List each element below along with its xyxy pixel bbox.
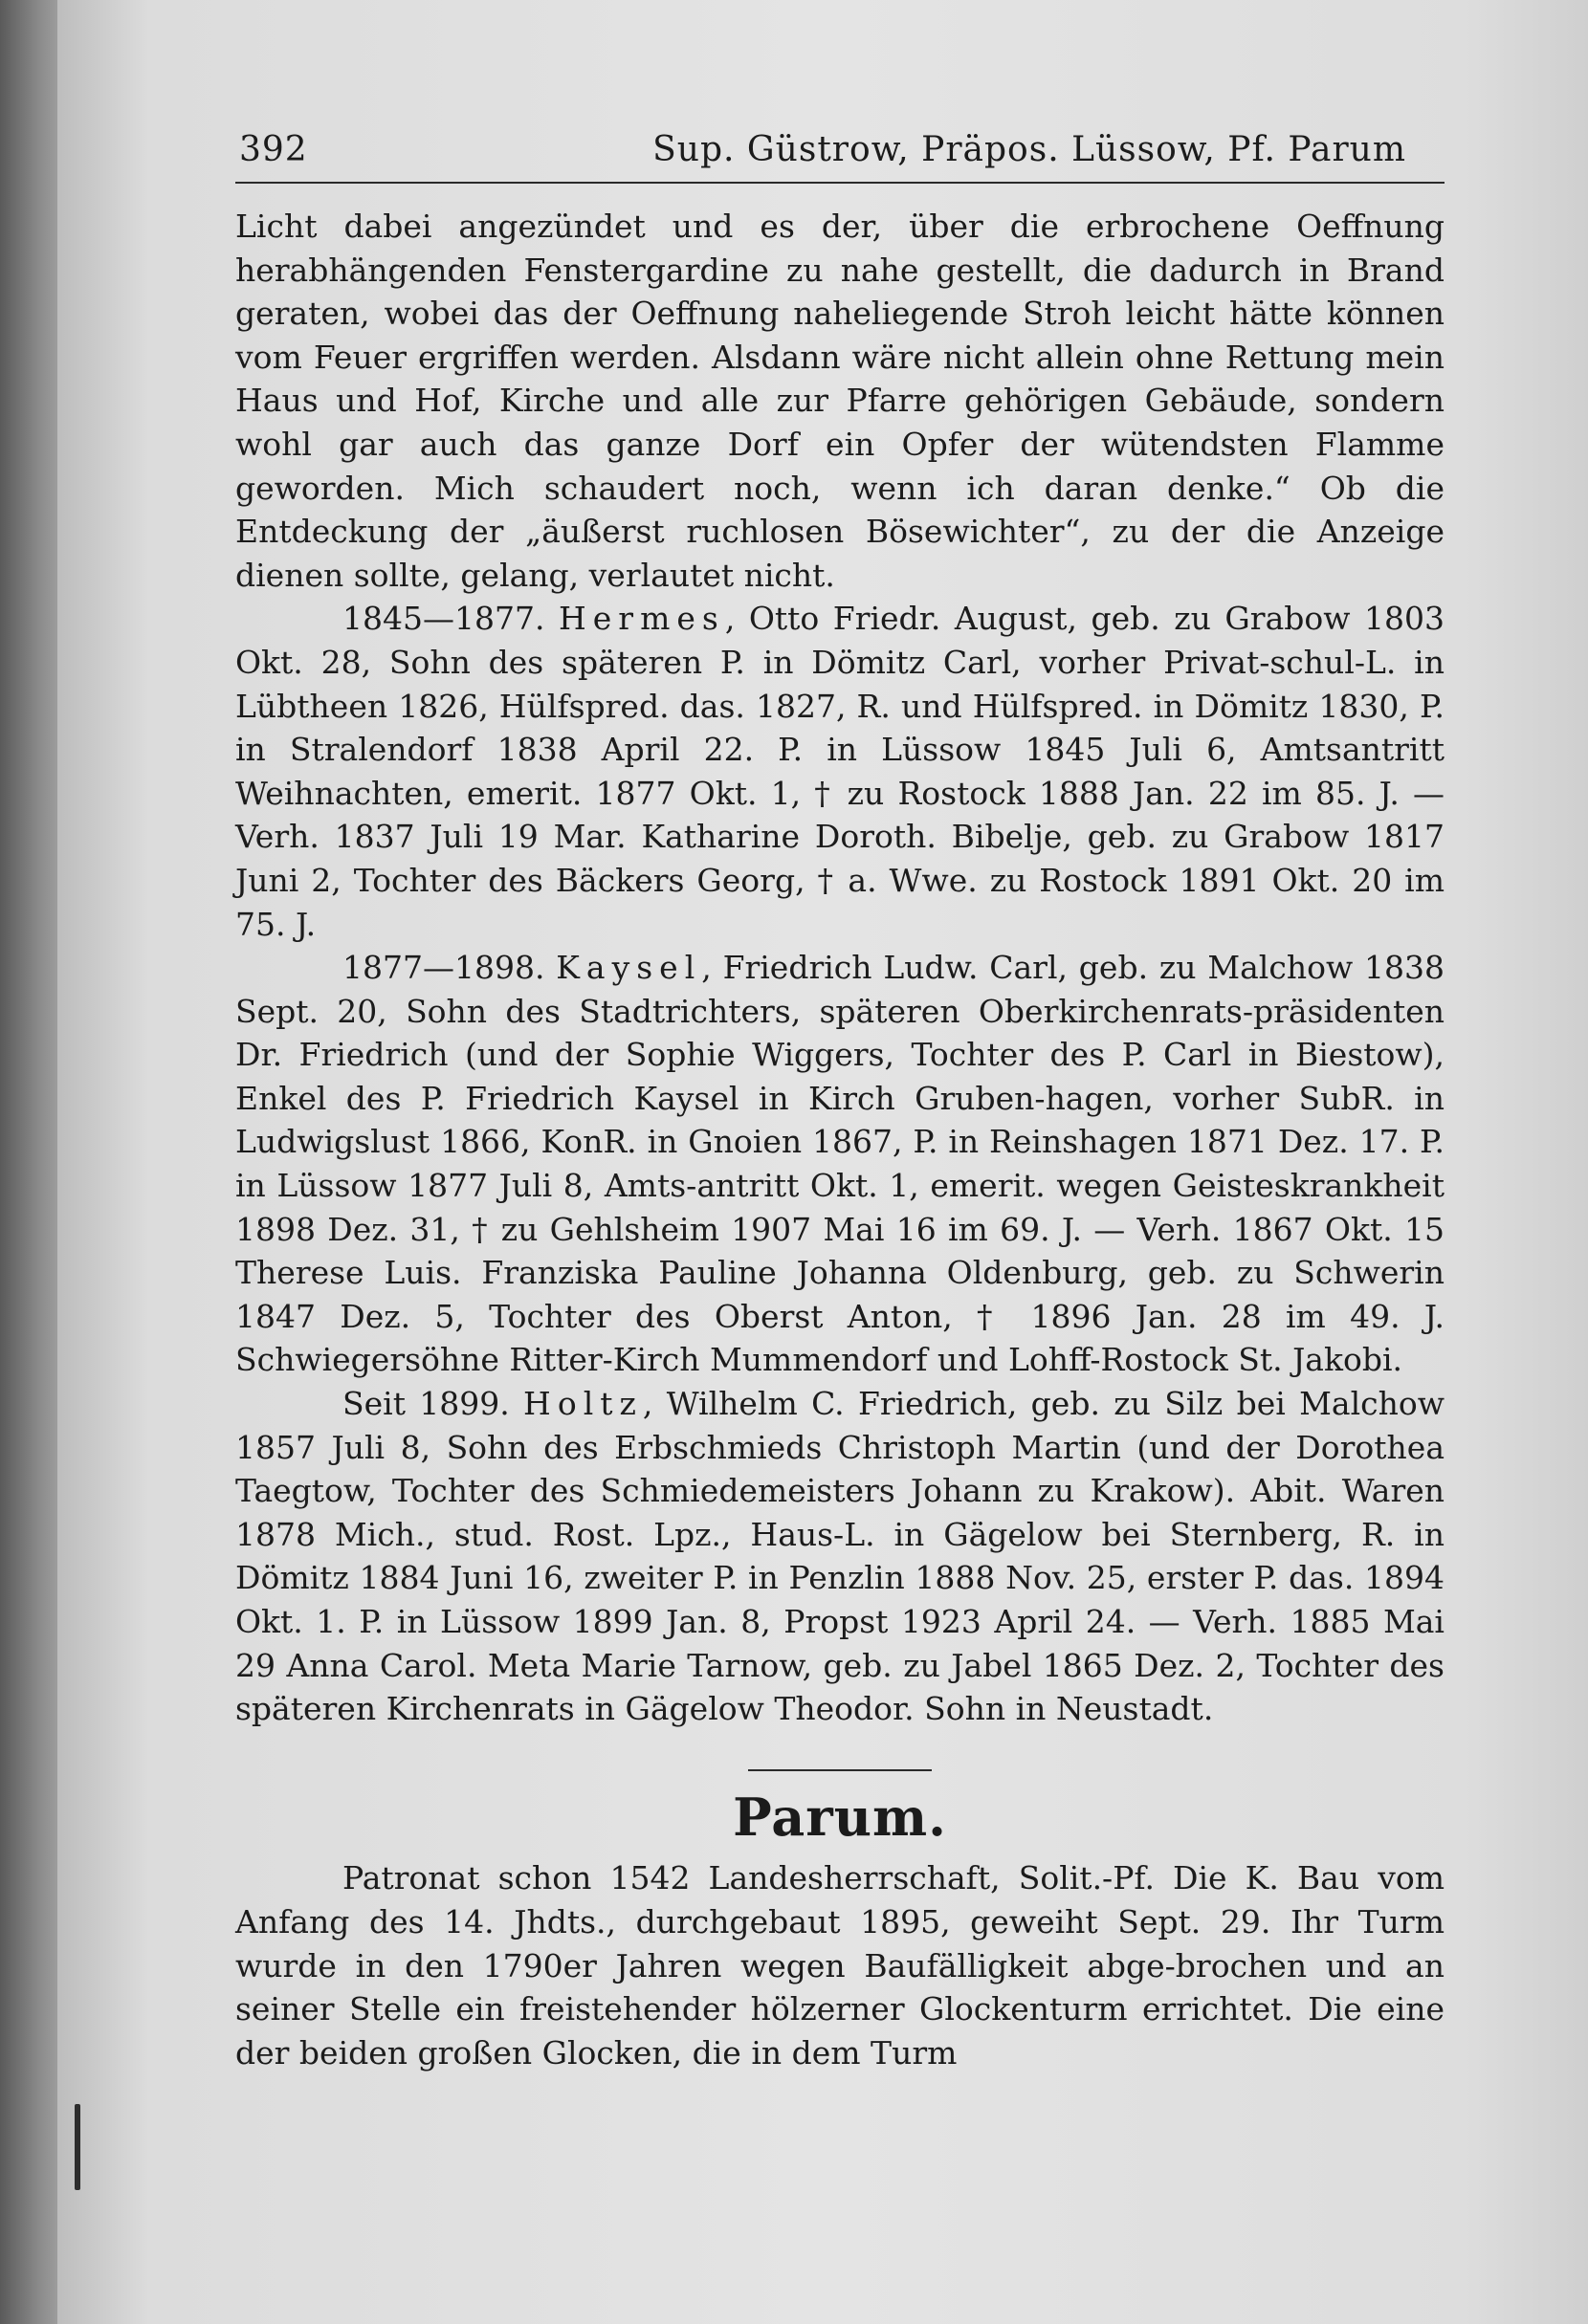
section-separator — [748, 1769, 932, 1771]
entry-kaysel — [235, 946, 1445, 1382]
entry-name: Kaysel — [556, 949, 702, 987]
entry-name: Holtz — [523, 1385, 643, 1423]
page-number: 392 — [239, 130, 308, 169]
section-heading: Parum. — [733, 1786, 947, 1848]
running-title: Sup. Güstrow, Präpos. Lüssow, Pf. Parum — [652, 130, 1406, 169]
entry-years: Seit 1899. — [342, 1385, 510, 1423]
entry-years: 1877—1898. — [342, 949, 545, 987]
page-content — [235, 124, 1445, 2074]
entry-hermes — [235, 597, 1445, 946]
entry-holtz — [235, 1382, 1445, 1731]
entry-name: Hermes — [558, 600, 725, 638]
body-text — [235, 205, 1445, 2074]
paragraph-continuation — [235, 205, 1445, 597]
entry-text: , Friedrich Ludw. Carl, geb. zu Malchow 1838 Sept. 20, Sohn des Stadtrichters, späteren Oberkirchenrats-präsidenten Dr. Friedrich (und der Sophie Wiggers, Tochter des P. Carl in Biestow), Enkel des P. Friedrich Kaysel in Kirch Gruben-hagen, vorher SubR. in Ludwigslust 1866, KonR. in Gnoien 1867, P. in Reinshagen 1871 Dez. 17. P. in Lüssow 1877 Juli 8, Amts-antritt Okt. 1, emerit. wegen Geisteskrankheit 1898 Dez. 31, † zu Gehlsheim 1907 Mai 16 im 69. J. — Verh. 1867 Okt. 15 Therese Luis. Franziska Pauline Johanna Oldenburg, geb. zu Schwerin 1847 Dez. 5, Tochter des Oberst Anton, † 1896 Jan. 28 im 49. J. Schwiegersöhne Ritter-Kirch Mummendorf und Lohff-Rostock St. Jakobi. — [235, 949, 1445, 1379]
binding-mark — [75, 2104, 80, 2190]
book-page — [57, 0, 1588, 2324]
paragraph-text: Licht dabei angezündet und es der, über die erbrochene Oeffnung herabhängenden Fenstergardine zu nahe gestellt, die dadurch in Brand geraten, wobei das der Oeffnung naheliegende Stroh leicht hätte können vom Feuer ergriffen werden. Alsdann wäre nicht allein ohne Rettung mein Haus und Hof, Kirche und alle zur Pfarre gehörigen Gebäude, sondern wohl gar auch das ganze Dorf ein Opfer der wütendsten Flamme geworden. Mich schaudert noch, wenn ich daran denke.“ Ob die Entdeckung der „äußerst ruchlosen Bösewichter“, zu der die Anzeige dienen sollte, gelang, verlautet nicht. — [235, 208, 1445, 594]
entry-years: 1845—1877. — [342, 600, 545, 638]
entry-text: , Otto Friedr. August, geb. zu Grabow 1803 Okt. 28, Sohn des späteren P. in Dömitz Carl, vorher Privat-schul-L. in Lübtheen 1826, Hülfspred. das. 1827, R. und Hülfspred. in Dömitz 1830, P. in Stralendorf 1838 April 22. P. in Lüssow 1845 Juli 6, Amtsantritt Weihnachten, emerit. 1877 Okt. 1, † zu Rostock 1888 Jan. 22 im 85. J. — Verh. 1837 Juli 19 Mar. Katharine Doroth. Bibelje, geb. zu Grabow 1817 Juni 2, Tochter des Bäckers Georg, † a. Wwe. zu Rostock 1891 Okt. 20 im 75. J. — [235, 600, 1445, 943]
entry-text: , Wilhelm C. Friedrich, geb. zu Silz bei Malchow 1857 Juli 8, Sohn des Erbschmieds Christoph Martin (und der Dorothea Taegtow, Tochter des Schmiedemeisters Johann zu Krakow). Abit. Waren 1878 Mich., stud. Rost. Lpz., Haus-L. in Gägelow bei Sternberg, R. in Dömitz 1884 Juni 16, zweiter P. in Penzlin 1888 Nov. 25, erster P. das. 1894 Okt. 1. P. in Lüssow 1899 Jan. 8, Propst 1923 April 24. — Verh. 1885 Mai 29 Anna Carol. Meta Marie Tarnow, geb. zu Jabel 1865 Dez. 2, Tochter des späteren Kirchenrats in Gägelow Theodor. Sohn in Neustadt. — [235, 1385, 1445, 1728]
section-paragraph — [235, 1856, 1445, 2074]
section-text: Patronat schon 1542 Landesherrschaft, Solit.-Pf. Die K. Bau vom Anfang des 14. Jhdts., durchgebaut 1895, geweiht Sept. 29. Ihr Turm wurde in den 1790er Jahren wegen Baufälligkeit abge-brochen und an seiner Stelle ein freistehender hölzerner Glockenturm errichtet. Die eine der beiden großen Glocken, die in dem Turm — [235, 1859, 1445, 2072]
running-head — [235, 124, 1445, 184]
